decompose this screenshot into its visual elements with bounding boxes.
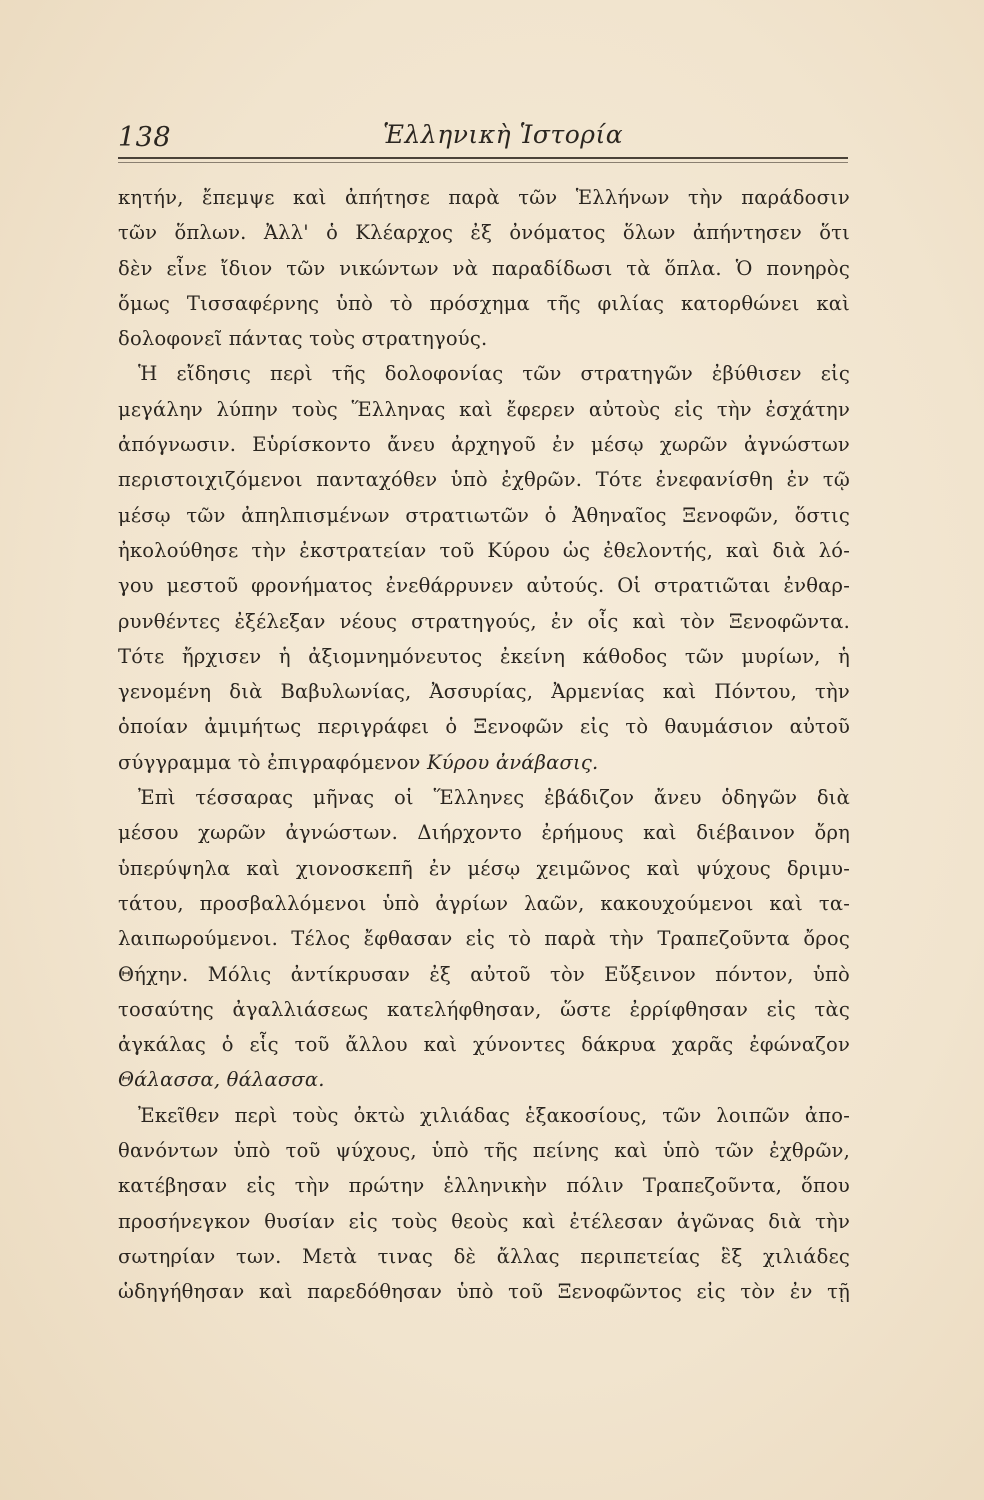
text-line: μέσου χωρῶν ἀγνώστων. Διήρχοντο ἐρήμους καὶ διέβαινον ὄρη — [118, 821, 850, 845]
text-line: κητήν, ἔπεμψε καὶ ἀπήτησε παρὰ τῶν Ἑλλήνων τὴν παράδοσιν — [118, 186, 850, 209]
text-line: σωτηρίαν των. Μετὰ τινας δὲ ἄλλας περιπετείας ἓξ χιλιάδες — [118, 1244, 850, 1268]
paragraph-start-line: Ἡ εἴδησις περὶ τῆς δολοφονίας τῶν στρατηγῶν ἐβύθισεν εἰς — [138, 362, 850, 386]
text-line: δὲν εἶνε ἴδιον τῶν νικώντων νὰ παραδίδωσι τὰ ὅπλα. Ὁ πονηρὸς — [118, 256, 850, 280]
text-line: δολοφονεῖ πάντας τοὺς στρατηγούς. — [118, 327, 488, 351]
text-line: ὑπερύψηλα καὶ χιονοσκεπῆ ἐν μέσῳ χειμῶνος καὶ ψύχους δριμυ- — [118, 856, 850, 880]
text-line: Θήχην. Μόλις ἀντίκρυσαν ἐξ αὐτοῦ τὸν Εὔξεινον πόντον, ὑπὸ — [118, 962, 850, 986]
running-title: Ἑλληνικὴ Ἱστορία — [383, 120, 624, 149]
text-line: ὅμως Τισσαφέρνης ὑπὸ τὸ πρόσχημα τῆς φιλίας κατορθώνει καὶ — [118, 291, 850, 315]
paragraph-start-line: Ἐπὶ τέσσαρας μῆνας οἱ Ἕλληνες ἐβάδιζον ἄνευ ὁδηγῶν διὰ — [138, 786, 850, 810]
text-line: ἀπόγνωσιν. Εὑρίσκοντο ἄνευ ἀρχηγοῦ ἐν μέσῳ χωρῶν ἀγνώστων — [118, 433, 850, 457]
header-rule-thin — [118, 162, 848, 163]
text-line: γενομένη διὰ Βαβυλωνίας, Ἀσσυρίας, Ἀρμενίας καὶ Πόντου, τὴν — [118, 680, 850, 704]
text-line: μεγάλην λύπην τοὺς Ἕλληνας καὶ ἔφερεν αὐτοὺς εἰς τὴν ἐσχάτην — [118, 397, 850, 421]
text-line: κατέβησαν εἰς τὴν πρώτην ἑλληνικὴν πόλιν Τραπεζοῦντα, ὅπου — [118, 1174, 850, 1198]
page-number: 138 — [118, 122, 172, 153]
text-line: μέσῳ τῶν ἀπηλπισμένων στρατιωτῶν ὁ Ἀθηναῖος Ξενοφῶν, ὅστις — [118, 503, 850, 527]
text-line: ρυνθέντες ἐξέλεξαν νέους στρατηγούς, ἐν οἷς καὶ τὸν Ξενοφῶντα. — [118, 609, 850, 633]
text-line: ἀγκάλας ὁ εἷς τοῦ ἄλλου καὶ χύνοντες δάκρυα χαρᾶς ἐφώναζον — [118, 1033, 850, 1057]
text-line: τάτου, προσβαλλόμενοι ὑπὸ ἀγρίων λαῶν, κακουχούμενοι καὶ τα- — [118, 891, 850, 915]
text-line: περιστοιχιζόμενοι πανταχόθεν ὑπὸ ἐχθρῶν. Τότε ἐνεφανίσθη ἐν τῷ — [118, 468, 850, 492]
text-line: τοσαύτης ἀγαλλιάσεως κατελήφθησαν, ὥστε ἐρρίφθησαν εἰς τὰς — [118, 997, 850, 1021]
header-rule — [118, 157, 848, 159]
text-segment: σύγγραμμα τὸ ἐπιγραφόμενον — [118, 750, 421, 774]
text-line: γου μεστοῦ φρονήματος ἐνεθάρρυνεν αὐτούς. Οἱ στρατιῶται ἐνθαρ- — [118, 574, 850, 598]
work-title: Κύρου ἀνάβασις. — [426, 750, 599, 774]
exclamation-line: Θάλασσα, θάλασσα. — [118, 1068, 325, 1092]
text-line: ἠκολούθησε τὴν ἐκστρατείαν τοῦ Κύρου ὡς ἐθελοντής, καὶ διὰ λό- — [118, 538, 850, 562]
text-line: τῶν ὅπλων. Ἀλλ' ὁ Κλέαρχος ἐξ ὀνόματος ὅλων ἀπήντησεν ὅτι — [118, 221, 850, 245]
text-line-with-title — [118, 745, 850, 780]
text-line: ὁποίαν ἀμιμήτως περιγράφει ὁ Ξενοφῶν εἰς τὸ θαυμάσιον αὐτοῦ — [118, 715, 850, 739]
paragraph-start-line: Ἐκεῖθεν περὶ τοὺς ὀκτὼ χιλιάδας ἑξακοσίους, τῶν λοιπῶν ἀπο- — [138, 1103, 850, 1127]
text-line: προσήνεγκον θυσίαν εἰς τοὺς θεοὺς καὶ ἐτέλεσαν ἀγῶνας διὰ τὴν — [118, 1209, 850, 1233]
body-text — [118, 180, 850, 1310]
text-line: λαιπωρούμενοι. Τέλος ἔφθασαν εἰς τὸ παρὰ τὴν Τραπεζοῦντα ὄρος — [118, 927, 850, 951]
text-line: ὡδηγήθησαν καὶ παρεδόθησαν ὑπὸ τοῦ Ξενοφῶντος εἰς τὸν ἐν τῇ — [118, 1280, 850, 1304]
running-head — [118, 118, 848, 158]
text-line: θανόντων ὑπὸ τοῦ ψύχους, ὑπὸ τῆς πείνης καὶ ὑπὸ τῶν ἐχθρῶν, — [118, 1139, 850, 1163]
text-line: Τότε ἤρχισεν ἡ ἀξιομνημόνευτος ἐκείνη κάθοδος τῶν μυρίων, ἡ — [118, 644, 850, 668]
